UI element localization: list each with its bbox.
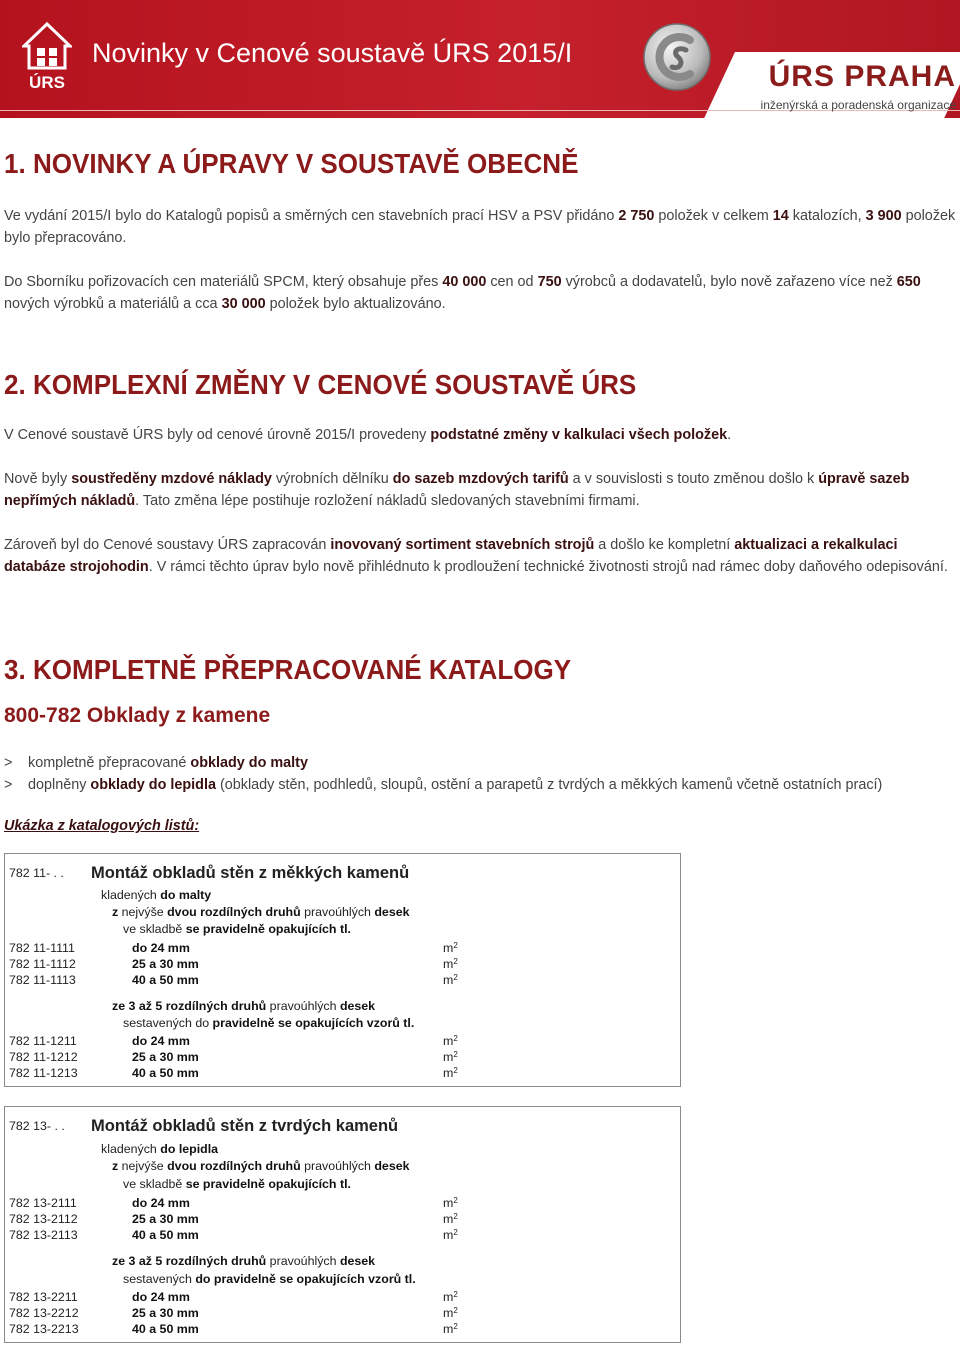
bullet-text: doplněny obklady do lepidla (obklady stěn, podhledů, sloupů, ostění a parapetů z tvrdých a měkkých kamenů včetně ostatních prací) [28, 777, 883, 793]
catalog-item-row [5, 1034, 680, 1051]
bullet-item [4, 752, 959, 774]
catalog-line: ze 3 až 5 rozdílných druhů pravoúhlých desek [112, 1254, 376, 1268]
bold-text: do lepidla [160, 1142, 219, 1156]
bold-text: dvou rozdílných druhů [167, 905, 301, 919]
bold-text: 650 [896, 274, 921, 290]
catalog-sheet-2 [4, 1106, 681, 1343]
item-unit: $m^2$ [443, 1050, 458, 1064]
catalog-sheet-1 [4, 853, 681, 1087]
bold-text: dvou rozdílných druhů [167, 1159, 301, 1173]
catalog-line: z nejvýše dvou rozdílných druhů pravoúhlých desek [112, 1159, 410, 1173]
item-unit: $m^2$ [443, 1306, 458, 1320]
cs-emblem-icon [642, 22, 712, 92]
catalog-item-row [5, 1212, 680, 1229]
bold-text: podstatné změny v kalkulaci všech položek [430, 427, 728, 443]
item-code: 782 13-2112 [9, 1212, 78, 1226]
item-code: 782 11-1212 [9, 1050, 78, 1064]
item-desc: do 24 mm [132, 1034, 190, 1048]
catalog-item-row [5, 1306, 680, 1323]
brand-subtitle: inženýrská a poradenská organizace [760, 98, 956, 112]
section1-heading: 1. NOVINKY A ÚPRAVY V SOUSTAVĚ OBECNĚ [4, 148, 579, 179]
section2-paragraph-2: Nově byly soustředěny mzdové náklady výrobních dělníku do sazeb mzdových tarifů a v souvislosti s touto změnou došlo k úpravě sazeb nepřímých nákladů. Tato změna lépe postihuje rozložení nákladů sledovaných stavebními firmami. [4, 471, 910, 509]
catalog-item-row [5, 941, 680, 958]
section1-paragraph-2: Do Sborníku pořizovacích cen materiálů SPCM, který obsahuje přes 40 000 cen od 750 výrobců a dodavatelů, bylo nově zařazeno více než 650 nových výrobků a materiálů a cca 30 000 položek bylo aktualizováno. [4, 274, 921, 312]
bullet-marker: > [4, 755, 13, 771]
bold-text: 2 750 [618, 208, 655, 224]
catalog-line: kladených do lepidla [101, 1142, 219, 1156]
catalog-line: ze 3 až 5 rozdílných druhů pravoúhlých desek [112, 999, 376, 1013]
item-desc: 40 a 50 mm [132, 1066, 199, 1080]
bold-text: pravidelně se opakujících vzorů tl. [212, 1016, 415, 1030]
bold-text: se pravidelně opakujících tl. [185, 922, 351, 936]
item-code: 782 13-2111 [9, 1196, 77, 1210]
catalog-line: ve skladbě se pravidelně opakujících tl. [123, 1177, 351, 1191]
item-desc: 40 a 50 mm [132, 973, 199, 987]
bold-text: desek [374, 905, 410, 919]
bold-text: ze 3 až 5 rozdílných druhů [112, 1254, 267, 1268]
bullet-item [4, 774, 959, 796]
bold-text: z [112, 905, 119, 919]
catalog-item-row [5, 1290, 680, 1307]
bold-text: aktualizaci a rekalkulaci databáze strojohodin [4, 537, 898, 575]
item-unit: $m^2$ [443, 973, 458, 987]
catalog-item-row [5, 1228, 680, 1245]
item-desc: 40 a 50 mm [132, 1228, 199, 1242]
item-code: 782 13-2113 [9, 1228, 78, 1242]
catalog-item-row [5, 973, 680, 990]
catalog-code: 782 13- . . [9, 1119, 65, 1133]
item-desc: 25 a 30 mm [132, 1212, 199, 1226]
section3-heading: 3. KOMPLETNĚ PŘEPRACOVANÉ KATALOGY [4, 654, 572, 685]
item-code: 782 13-2213 [9, 1322, 79, 1336]
bold-text: úpravě sazeb nepřímých nákladů [4, 471, 910, 509]
section2-paragraph-1: V Cenové soustavě ÚRS byly od cenové úrovně 2015/I provedeny podstatné změny v kalkulaci všech položek. [4, 427, 732, 443]
catalog-line: z nejvýše dvou rozdílných druhů pravoúhlých desek [112, 905, 410, 919]
urs-logo-icon [22, 22, 72, 92]
item-code: 782 11-1111 [9, 941, 75, 955]
item-code: 782 11-1211 [9, 1034, 77, 1048]
catalog-line: kladených do malty [101, 888, 212, 902]
bold-text: do malty [160, 888, 212, 902]
bold-text: 40 000 [442, 274, 487, 290]
item-desc: 25 a 30 mm [132, 1306, 199, 1320]
item-desc: 25 a 30 mm [132, 957, 199, 971]
item-code: 782 11-1213 [9, 1066, 78, 1080]
catalog-title: Montáž obkladů stěn z tvrdých kamenů [91, 1117, 399, 1135]
item-unit: $m^2$ [443, 1212, 458, 1226]
bullet-marker: > [4, 777, 13, 793]
item-unit: $m^2$ [443, 1066, 458, 1080]
bold-text: soustředěny mzdové náklady [71, 471, 272, 487]
item-desc: 25 a 30 mm [132, 1050, 199, 1064]
item-code: 782 13-2212 [9, 1306, 79, 1320]
bullet-text: kompletně přepracované obklady do malty [28, 755, 308, 771]
bold-text: do pravidelně se opakujících vzorů tl. [195, 1272, 416, 1286]
bold-text: obklady do malty [190, 755, 308, 771]
sample-label: Ukázka z katalogových listů: [4, 818, 200, 834]
bold-text: 3 900 [865, 208, 902, 224]
bold-text: z [112, 1159, 119, 1173]
bold-text: inovovaný sortiment stavebních strojů [330, 537, 595, 553]
catalog-item-row [5, 1050, 680, 1067]
item-unit: $m^2$ [443, 1034, 458, 1048]
item-code: 782 13-2211 [9, 1290, 78, 1304]
bold-text: desek [339, 1254, 376, 1268]
item-unit: $m^2$ [443, 1228, 458, 1242]
bold-text: desek [339, 999, 376, 1013]
catalog-item-row [5, 1196, 680, 1213]
bold-text: se pravidelně opakujících tl. [185, 1177, 351, 1191]
item-desc: 40 a 50 mm [132, 1322, 199, 1336]
catalog-code: 782 11- . . [9, 866, 64, 880]
section1-paragraph-1: Ve vydání 2015/I bylo do Katalogů popisů a směrných cen stavebních prací HSV a PSV přidáno 2 750 položek v celkem 14 katalozích, 3 900 položek bylo přepracováno. [4, 208, 956, 246]
item-desc: do 24 mm [132, 941, 190, 955]
item-unit: $m^2$ [443, 1322, 458, 1336]
logo-text: ÚRS [29, 73, 65, 92]
page-title: Novinky v Cenové soustavě ÚRS 2015/I [92, 38, 573, 68]
item-code: 782 11-1112 [9, 957, 76, 971]
catalog-item-row [5, 1322, 680, 1339]
bold-text: obklady do lepidla [90, 777, 216, 793]
item-desc: do 24 mm [132, 1290, 190, 1304]
catalog-subheading: 800-782 Obklady z kamene [4, 704, 271, 727]
catalog-title: Montáž obkladů stěn z měkkých kamenů [91, 864, 410, 882]
bold-text: ze 3 až 5 rozdílných druhů [112, 999, 267, 1013]
item-unit: $m^2$ [443, 1290, 458, 1304]
item-unit: $m^2$ [443, 941, 458, 955]
bold-text: 750 [537, 274, 562, 290]
item-desc: do 24 mm [132, 1196, 190, 1210]
section2-heading: 2. KOMPLEXNÍ ZMĚNY V CENOVÉ SOUSTAVĚ ÚRS [4, 369, 637, 400]
bold-text: desek [374, 1159, 410, 1173]
catalog-line: ve skladbě se pravidelně opakujících tl. [123, 922, 351, 936]
item-unit: $m^2$ [443, 1196, 458, 1210]
brand-name: ÚRS PRAHA [768, 60, 956, 93]
bold-text: do sazeb mzdových tarifů [392, 471, 569, 487]
header-banner [0, 0, 960, 118]
item-code: 782 11-1113 [9, 973, 76, 987]
catalog-item-row [5, 957, 680, 974]
item-unit: $m^2$ [443, 957, 458, 971]
catalog-item-row [5, 1066, 680, 1083]
bold-text: 14 [772, 208, 789, 224]
catalog-line: sestavených do pravidelně se opakujících vzorů tl. [123, 1016, 415, 1030]
catalog-line: sestavených do pravidelně se opakujících vzorů tl. [123, 1272, 416, 1286]
bold-text: 30 000 [221, 296, 266, 312]
section2-paragraph-3: Zároveň byl do Cenové soustavy ÚRS zapracován inovovaný sortiment stavebních strojů a došlo ke kompletní aktualizaci a rekalkulaci databáze strojohodin. V rámci těchto úprav bylo nově přihlédnuto k prodloužení technické životnosti strojů nad rámec doby daňového odepisování. [4, 537, 948, 575]
